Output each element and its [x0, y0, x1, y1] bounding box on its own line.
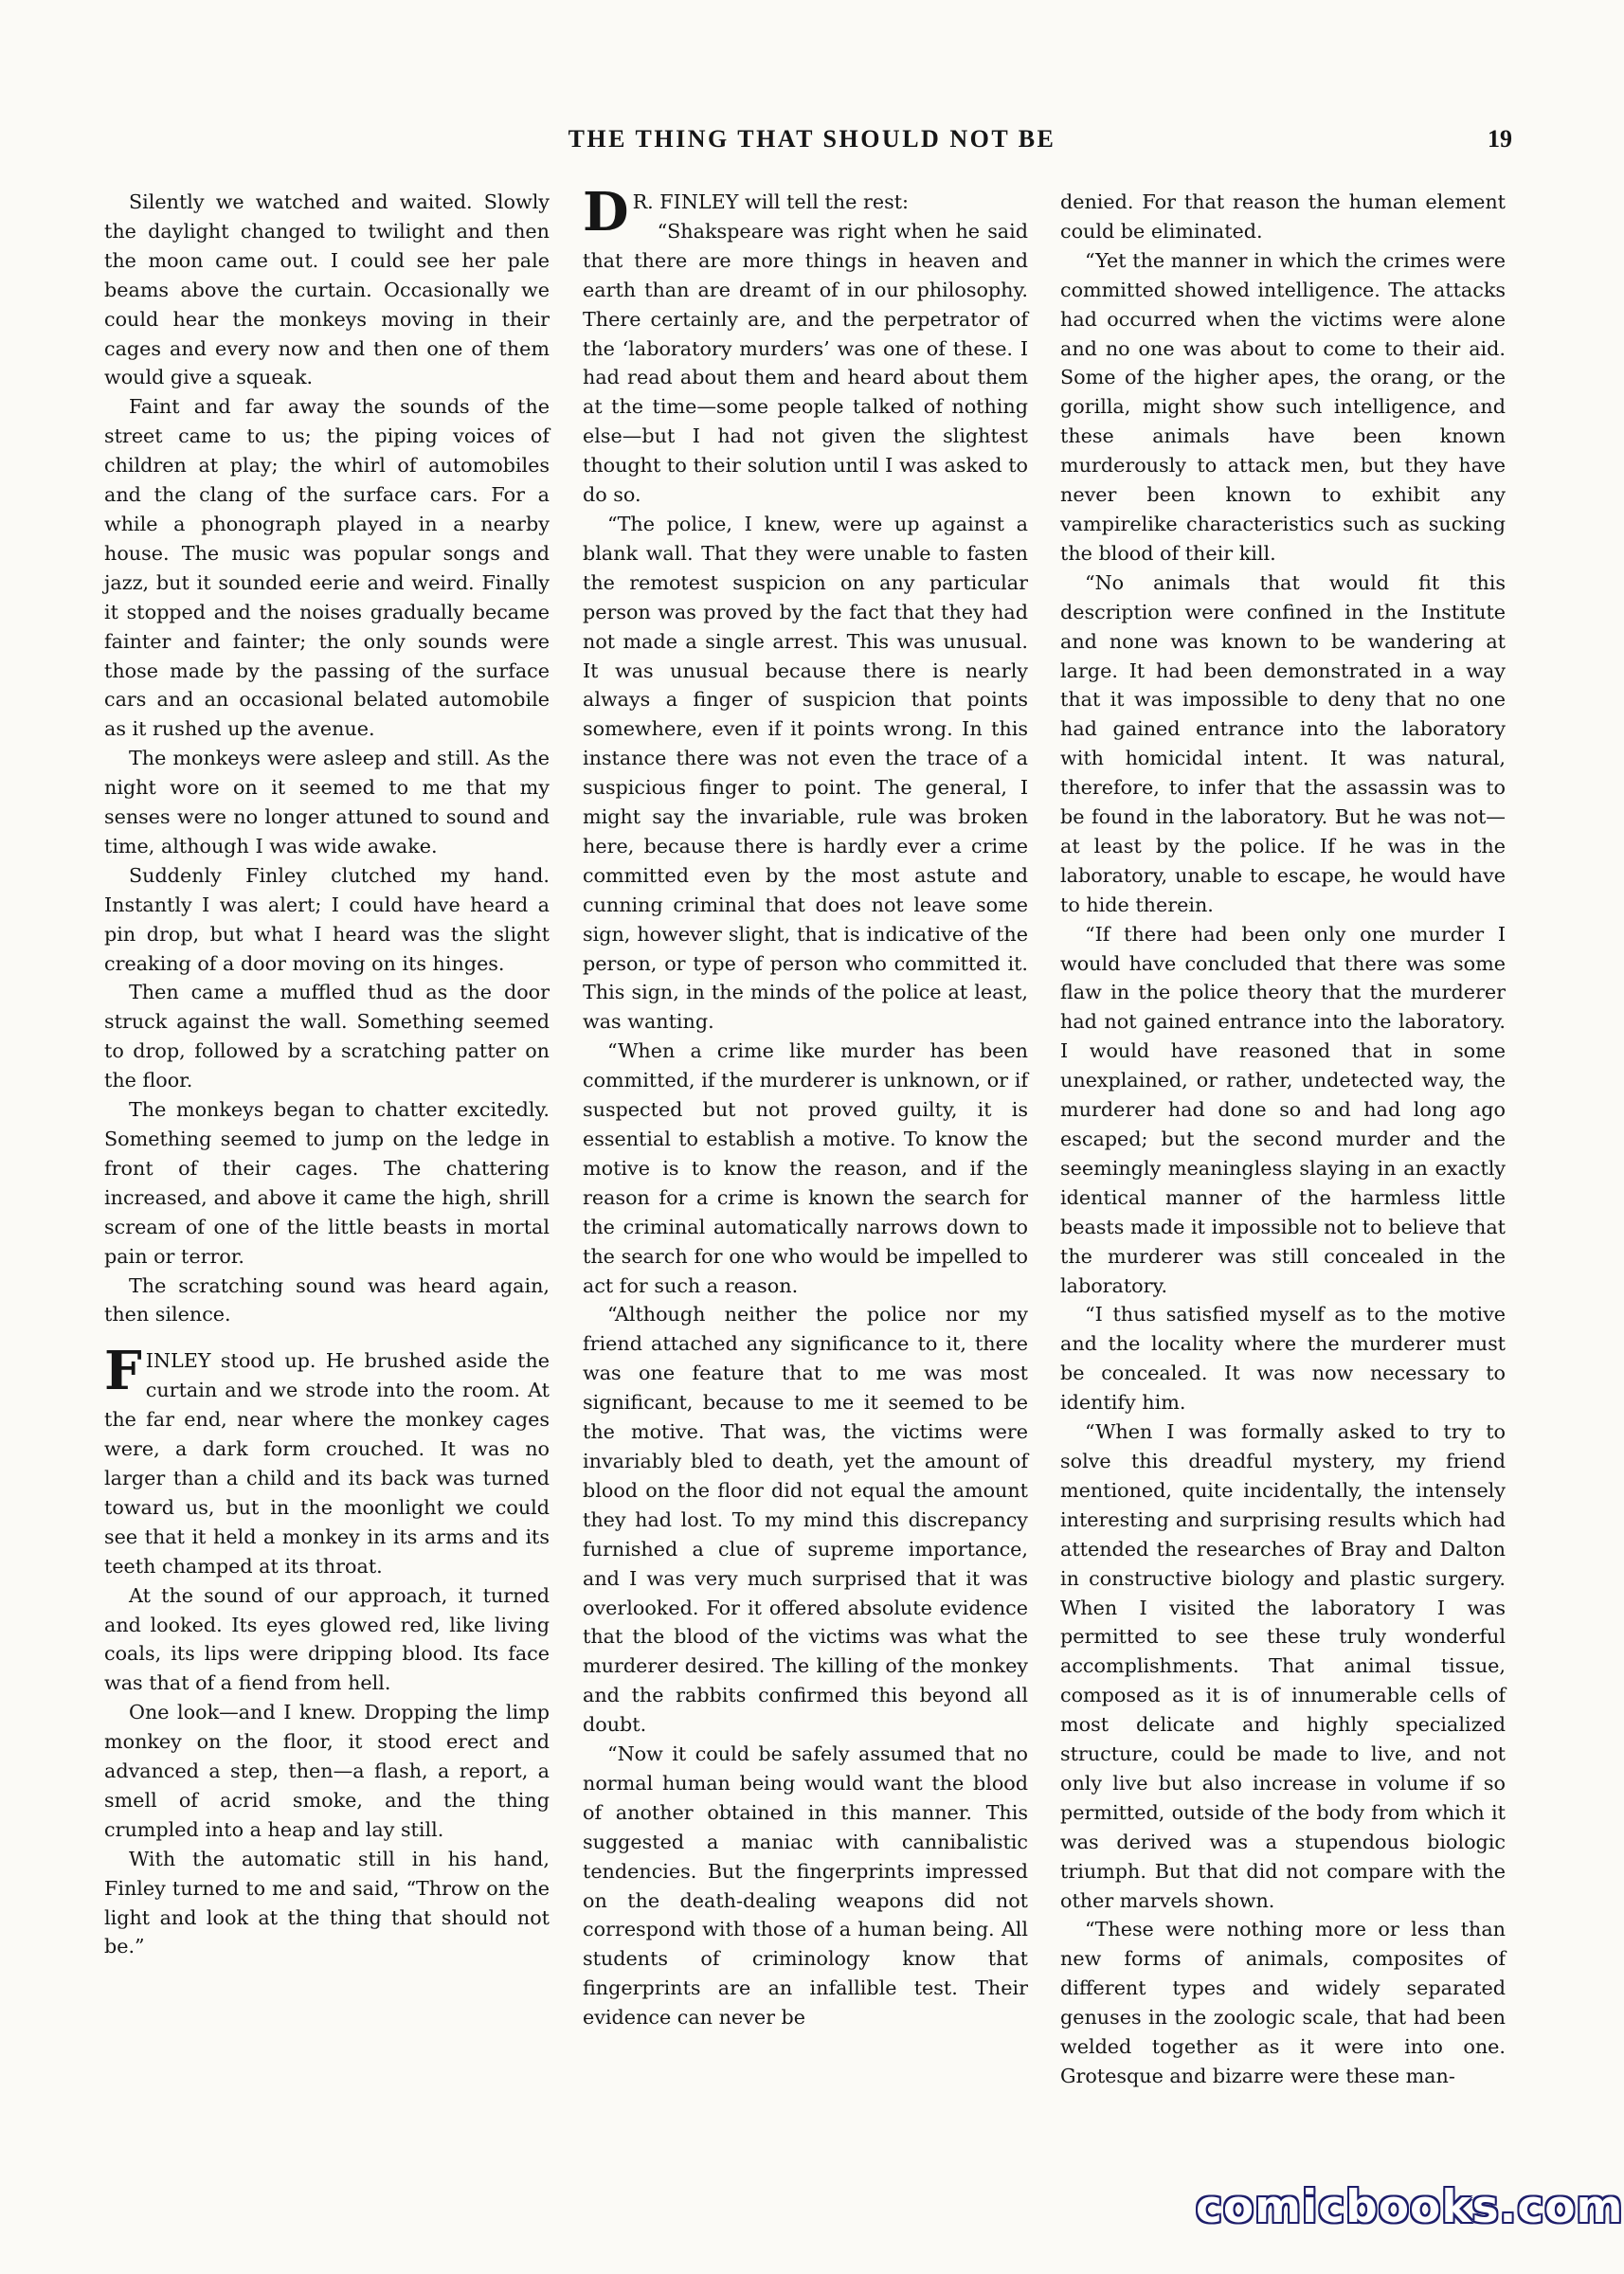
- running-title: THE THING THAT SHOULD NOT BE: [568, 125, 1056, 153]
- paragraph: “These were nothing more or less than new forms of animals, composites of different types and widely separated genuses in the zoologic scale, that had been welded together as it were into one. Grotesque and bizarre were these man-: [1060, 1918, 1506, 2087]
- paragraph-text: R. FINLEY will tell the rest:: [632, 190, 909, 213]
- page-number: 19: [1488, 125, 1512, 153]
- paragraph: Suddenly Finley clutched my hand. Instantly I was alert; I could have heard a pin drop, but what I heard was the slight creaking of a door moving on its hinges.: [104, 863, 550, 975]
- text-columns: [104, 181, 1510, 2139]
- drop-cap: F: [104, 1340, 142, 1403]
- paragraph: “Now it could be safely assumed that no normal human being would want the blood of another obtained in this manner. This suggested a maniac with cannibalistic tendencies. But the fingerprints impressed on the death-dealing weapons did not correspond with those of a human being. All students of criminology know that fingerprints are an infallible test. Their evidence can never be: [583, 1742, 1028, 2030]
- paragraph: “When I was formally asked to try to solve this dreadful mystery, my friend mentioned, quite incidentally, the intensely interesting and surprising results which had attended the researches of Bray and Dalton in constructive biology and plastic surgery. When I visited the laboratory I was permitted to see these truly wonderful accomplishments. That animal tissue, composed as it is of innumerable cells of most delicate and highly specialized structure, could be made to live, and not only live but also increase in volume if so permitted, outside of the body from which it was derived was a stupendous biologic triumph. But that did not compare with the other marvels shown.: [1060, 1420, 1506, 1912]
- paragraph-text: INLEY stood up. He brushed aside the curtain and we strode into the room. At the far end, near where the monkey cages were, a dark form crouched. It was no larger than a child and its back was turned toward us, but in the moonlight we could see that it held a monkey in its arms and its teeth champed at its throat.: [104, 1349, 550, 1578]
- paragraph: One look—and I knew. Dropping the limp monkey on the floor, it stood erect and advanced a step, then—a flash, a report, a smell of acrid smoke, and the thing crumpled into a heap and lay still.: [104, 1701, 550, 1841]
- paragraph: “The police, I knew, were up against a blank wall. That they were unable to fasten the remotest suspicion on any particular person was proved by the fact that they had not made a single arrest. This was unusual. It was unusual because there is nearly always a finger of suspicion that points somewhere, even if it points wrong. In this instance there was not even the trace of a suspicious finger to point. The general, I might say the invariable, rule was broken here, because there is hardly ever a crime committed even by the most astute and cunning criminal that does not leave some sign, however slight, that is indicative of the person, or type of person who committed it. This sign, in the minds of the police at least, was wanting.: [583, 512, 1028, 1034]
- paragraph: The monkeys began to chatter excitedly. Something seemed to jump on the ledge in front of their cages. The chattering increased, and above it came the high, shrill scream of one of the little beasts in mortal pain or terror.: [104, 1098, 550, 1268]
- paragraph: Silently we watched and waited. Slowly the daylight changed to twilight and then the moon came out. I could see her pale beams above the curtain. Occasionally we could hear the monkeys moving in their cages and every now and then one of them would give a squeak.: [104, 190, 550, 389]
- paragraph: At the sound of our approach, it turned and looked. Its eyes glowed red, like living coals, its lips were dripping blood. Its face was that of a fiend from hell.: [104, 1583, 550, 1695]
- paragraph-drop-cap: [104, 1340, 550, 1580]
- watermark-logo: comicbooks.com: [1196, 2181, 1624, 2233]
- paragraph: Faint and far away the sounds of the street came to us; the piping voices of children at play; the whirl of automobiles and the clang of the surface cars. For a while a phonograph played in a nearby house. The music was popular songs and jazz, but it sounded eerie and weird. Finally it stopped and the noises gradually became fainter and fainter; the only sounds were those made by the passing of the surface cars and an occasional belated automobile as it rushed up the avenue.: [104, 395, 550, 741]
- paragraph: “No animals that would fit this description were confined in the Institute and none was known to be wandering at large. It had been demonstrated in a way that it was impossible to deny that no one had gained entrance into the laboratory with homicidal intent. It was natural, therefore, to infer that the assassin was to be found in the laboratory. But he was not—at least by the police. If he was in the laboratory, unable to escape, he would have to hide therein.: [1060, 570, 1506, 916]
- paragraph: Then came a muffled thud as the door struck against the wall. Something seemed to drop, followed by a scratching patter on the floor.: [104, 981, 550, 1092]
- paragraph: “Although neither the police nor my friend attached any significance to it, there was one feature that to me was most significant, because to me it seemed to be the motive. That was, the victims were invariably bled to death, yet the amount of blood on the floor did not equal the amount they had lost. To my mind this discrepancy furnished a clue of supreme importance, and I was very much surprised that it was overlooked. For it offered absolute evidence that the blood of the victims was what the murderer desired. The killing of the monkey and the rabbits confirmed this beyond all doubt.: [583, 1303, 1028, 1737]
- paragraph: “When a crime like murder has been committed, if the murderer is unknown, or if suspected but not proved guilty, it is essential to establish a motive. To know the motive is to know the reason, and if the reason for a crime is known the search for the criminal automatically narrows down to the search for one who would be impelled to act for such a reason.: [583, 1039, 1028, 1297]
- paragraph-continued: denied. For that reason the human element could be eliminated.: [1060, 190, 1506, 243]
- paragraph: “Yet the manner in which the crimes were committed showed intelligence. The attacks had occurred when the victims were alone and no one was about to come to their aid. Some of the higher apes, the orang, or the gorilla, might show such intelligence, and these animals have been known murderously to attack men, but they have never been known to exhibit any vampirelike characteristics such as sucking the blood of their kill.: [1060, 248, 1506, 565]
- paragraph: The scratching sound was heard again, then silence.: [104, 1273, 550, 1326]
- paragraph: “Shakspeare was right when he said that there are more things in heaven and earth than are dreamt of in our philosophy. There certainly are, and the perpetrator of the ‘laboratory murders’ was one of these. I had read about them and heard about them at the time—some people talked of nothing else—but I had not given the slightest thought to their solution until I was asked to do so.: [583, 219, 1028, 507]
- column-3: [1060, 188, 1506, 2139]
- drop-cap: D: [583, 181, 629, 244]
- running-head: [0, 125, 1624, 163]
- column-1: [104, 188, 550, 2139]
- paragraph: “I thus satisfied myself as to the motive and the locality where the murderer must be concealed. It was now necessary to identify him.: [1060, 1303, 1506, 1415]
- column-2: [583, 181, 1028, 2139]
- paragraph-drop-cap: [583, 181, 1028, 244]
- paragraph: With the automatic still in his hand, Finley turned to me and said, “Throw on the light and look at the thing that should not be.”: [104, 1847, 550, 1958]
- paragraph: “If there had been only one murder I would have concluded that there was some flaw in the police theory that the murderer had not gained entrance into the laboratory. I would have reasoned that in some unexplained, or rather, undetected way, the murderer had done so and had long ago escaped; but the second murder and the seemingly meaningless slaying in an exactly identical manner of the harmless little beasts made it impossible not to believe that the murderer was still concealed in the laboratory.: [1060, 922, 1506, 1297]
- paragraph: The monkeys were asleep and still. As the night wore on it seemed to me that my senses were no longer attuned to sound and time, although I was wide awake.: [104, 747, 550, 857]
